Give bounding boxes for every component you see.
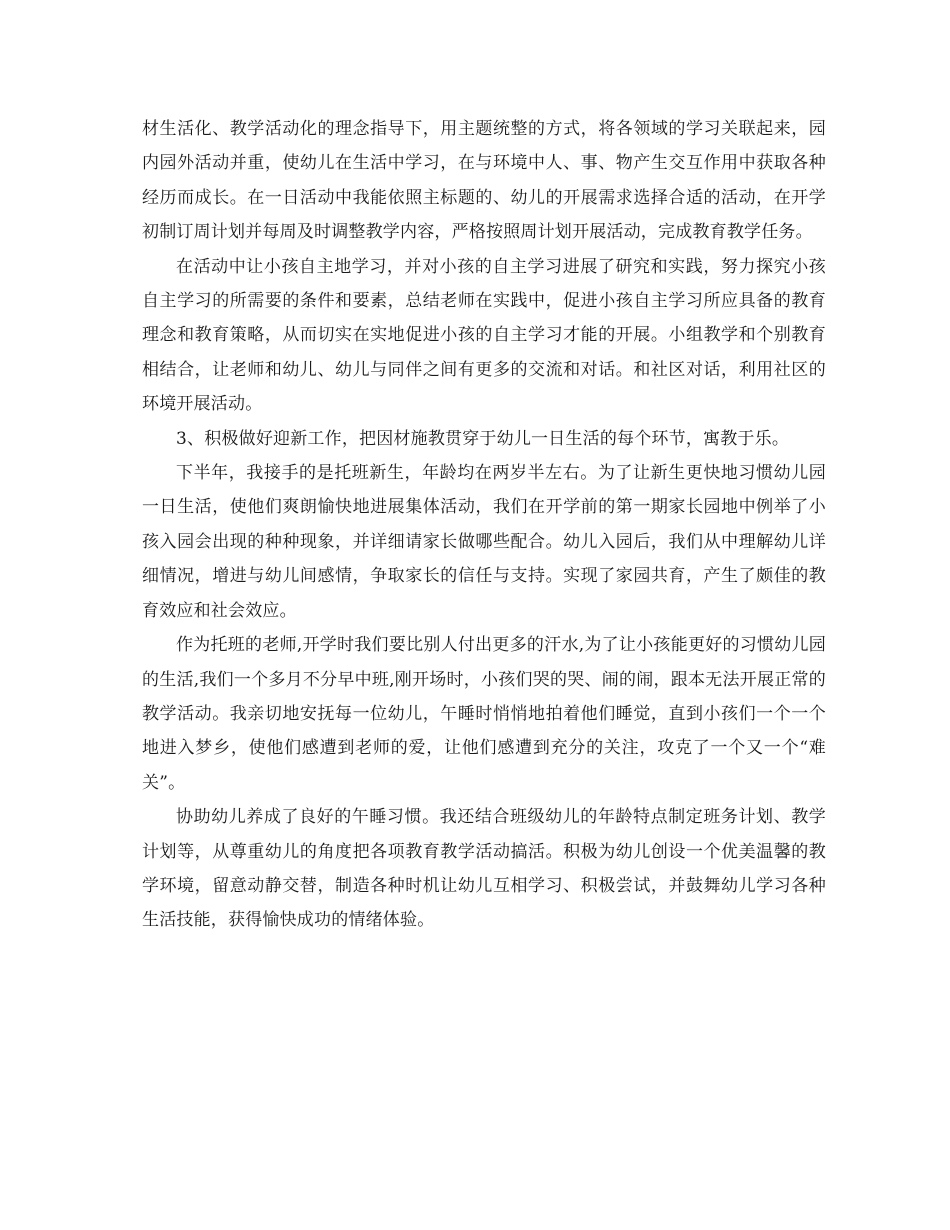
paragraph-2: 在活动中让小孩自主地学习，并对小孩的自主学习进展了研究和实践，努力探究小孩自主学习的所需要的条件和要素，总结老师在实践中，促进小孩自主学习所应具备的教育理念和教育策略，从而切实在实地促进小孩的自主学习才能的开展。小组教学和个别教育相结合，让老师和幼儿、幼儿与同伴之间有更多的交流和对话。和社区对话，利用社区的环境开展活动。 [142,256,826,415]
paragraph-5: 作为托班的老师,开学时我们要比别人付出更多的汗水,为了让小孩能更好的习惯幼儿园的生活,我们一个多月不分早中班,刚开场时，小孩们哭的哭、闹的闹，跟本无法开展正常的教学活动。我亲切地安抚每一位幼儿，午睡时悄悄地拍着他们睡觉，直到小孩们一个一个地进入梦乡，使他们感遭到老师的爱，让他们感遭到充分的关注，攻克了一个又一个“难关”。 [142,635,826,793]
paragraph-4: 下半年，我接手的是托班新生，年龄均在两岁半左右。为了让新生更快地习惯幼儿园一日生活，使他们爽朗愉快地进展集体活动，我们在开学前的第一期家长园地中例举了小孩入园会出现的种种现象，并详细请家长做哪些配合。幼儿入园后，我们从中理解幼儿详细情况，增进与幼儿间感情，争取家长的信任与支持。实现了家园共育，产生了颇佳的教育效应和社会效应。 [142,463,826,621]
paragraph-3: 3、积极做好迎新工作，把因材施教贯穿于幼儿一日生活的每个环节，寓教于乐。 [176,428,790,449]
paragraph-6: 协助幼儿养成了良好的午睡习惯。我还结合班级幼儿的年龄特点制定班务计划、教学计划等，从尊重幼儿的角度把各项教育教学活动搞活。积极为幼儿创设一个优美温馨的教学环境，留意动静交替，制造各种时机让幼儿互相学习、积极尝试，并鼓舞幼儿学习各种生活技能，获得愉快成功的情绪体验。 [142,807,826,931]
paragraph-1: 材生活化、教学活动化的理念指导下，用主题统整的方式，将各领域的学习关联起来，园内园外活动并重，使幼儿在生活中学习，在与环境中人、事、物产生交互作用中获取各种经历而成长。在一日活动中我能依照主标题的、幼儿的开展需求选择合适的活动，在开学初制订周计划并每周及时调整教学内容，严格按照周计划开展活动，完成教育教学任务。 [142,119,826,243]
document-body [142,112,826,938]
